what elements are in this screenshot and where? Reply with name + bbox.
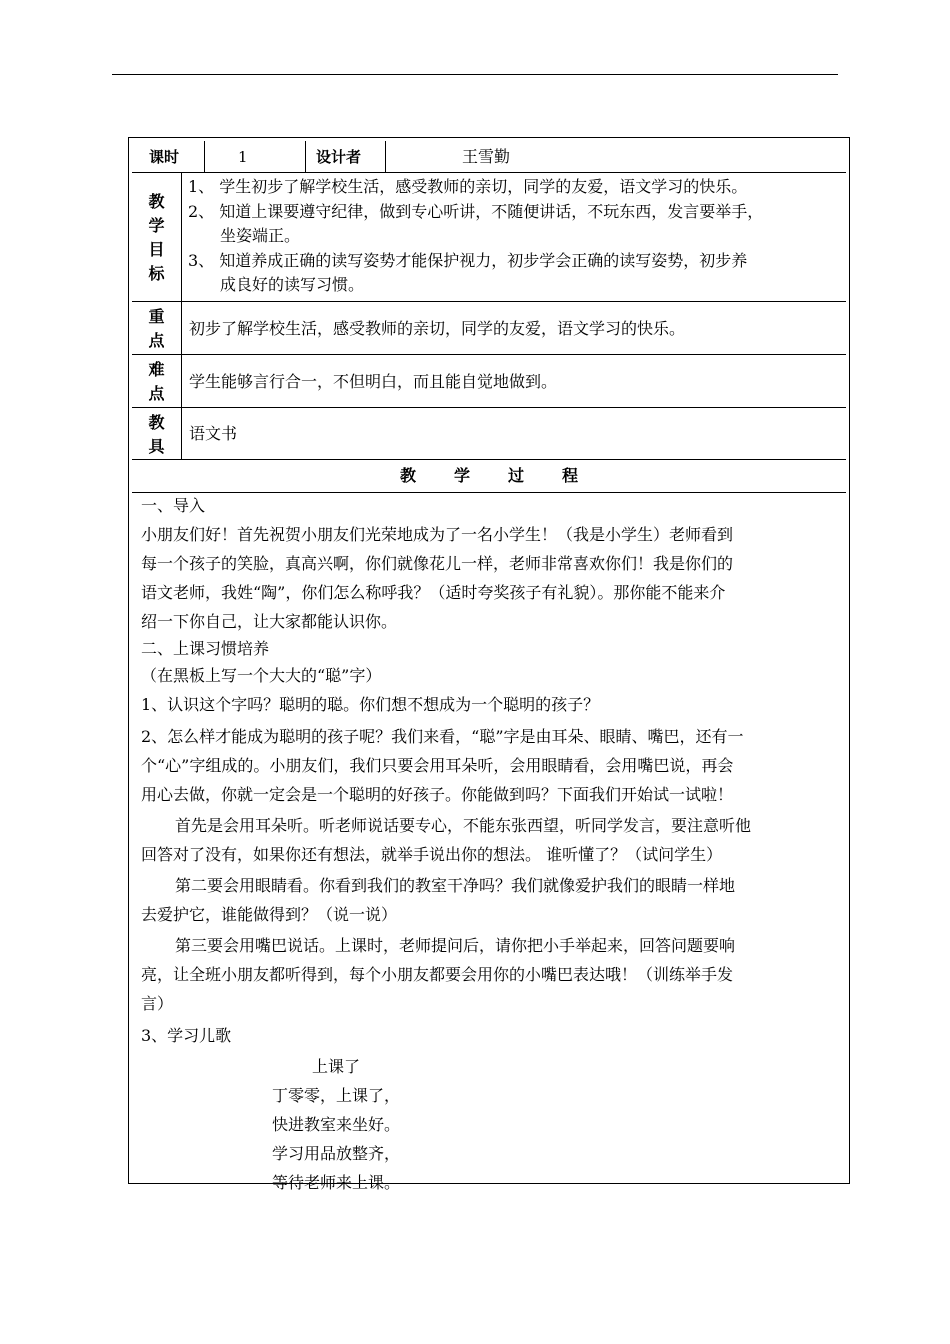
lesson-plan-table: [128, 137, 850, 1192]
key-points-label-char: 重: [148, 307, 165, 326]
paragraph-line: 用心去做，你就一定会是一个聪明的好孩子。你能做到吗？下面我们开始试一试啦！: [141, 785, 734, 804]
tools-label-char: 具: [148, 437, 165, 456]
poem-line: 等待老师来上课。: [272, 1173, 401, 1192]
paragraph-line: 绍一下你自己，让大家都能认识你。: [141, 612, 398, 631]
difficulties-row: [132, 355, 846, 408]
paragraph-line: 个“心”字组成的。小朋友们，我们只要会用耳朵听，会用眼睛看，会用嘴巴说，再会: [141, 756, 734, 775]
goals-label-char: 学: [148, 216, 165, 235]
tools-text: 语文书: [189, 424, 238, 443]
designer-label-cell: [306, 141, 386, 172]
difficulties-label-cell: [132, 355, 182, 407]
designer-name: 王雪勤: [462, 147, 511, 166]
paragraph-line: 每一个孩子的笑脸，真高兴啊，你们就像花儿一样，老师非常喜欢你们！我是你们的: [141, 554, 734, 573]
process-title-char: 过: [508, 466, 525, 485]
goal-item: 3、 知道养成正确的读写姿势才能保护视力，初步学会正确的读写姿势，初步养: [188, 251, 748, 270]
poem-line: 快进教室来坐好。: [272, 1115, 401, 1134]
section-heading: 3、学习儿歌: [141, 1026, 232, 1045]
paragraph-line: 小朋友们好！首先祝贺小朋友们光荣地成为了一名小学生！（我是小学生）老师看到: [141, 525, 734, 544]
key-points-content-cell: [182, 302, 846, 354]
difficulties-label-char: 难: [148, 360, 165, 379]
goals-label-char: 标: [148, 264, 165, 283]
poem-title: 上课了: [312, 1057, 361, 1076]
goal-item-continued: 成良好的读写习惯。: [220, 275, 365, 294]
section-heading: 二、上课习惯培养: [141, 639, 270, 658]
tools-label-cell: [132, 408, 182, 459]
difficulties-label-char: 点: [148, 384, 165, 403]
paragraph-line: 第二要会用眼睛看。你看到我们的教室干净吗？我们就像爱护我们的眼睛一样地: [175, 876, 736, 895]
key-points-label-char: 点: [148, 331, 165, 350]
goal-item: 1、 学生初步了解学校生活，感受教师的亲切，同学的友爱，语文学习的快乐。: [188, 177, 748, 196]
process-title-char: 教: [399, 466, 416, 485]
paragraph-line: 2、怎么样才能成为聪明的孩子呢？我们来看，“聪”字是由耳朵、眼睛、嘴巴，还有一: [141, 727, 744, 746]
tools-label-char: 教: [148, 413, 165, 432]
period-label: 课时: [149, 148, 180, 166]
difficulties-text: 学生能够言行合一，不但明白，而且能自觉地做到。: [189, 372, 558, 391]
period-label-cell: [132, 141, 205, 172]
process-title-row: [132, 460, 846, 493]
period-value: 1: [238, 148, 248, 166]
key-points-row: [132, 302, 846, 355]
poem-line: 学习用品放整齐，: [272, 1144, 401, 1163]
key-points-text: 初步了解学校生活，感受教师的亲切，同学的友爱，语文学习的快乐。: [189, 319, 686, 338]
goals-label-char: 教: [148, 192, 165, 211]
paragraph-line: 1、认识这个字吗？聪明的聪。你们想不想成为一个聪明的孩子？: [141, 695, 600, 714]
process-title-char: 学: [453, 466, 470, 485]
poem-line: 丁零零，上课了，: [272, 1086, 401, 1105]
paragraph-line: 首先是会用耳朵听。听老师说话要专心，不能东张西望，听同学发言，要注意听他: [175, 816, 752, 835]
designer-label: 设计者: [316, 148, 362, 166]
paragraph-line: 第三要会用嘴巴说话。上课时，老师提问后，请你把小手举起来，回答问题要响: [175, 936, 736, 955]
paragraph-line: 语文老师，我姓“陶”，你们怎么称呼我？（适时夸奖孩子有礼貌）。那你能不能来介: [141, 583, 726, 602]
top-rule: [112, 74, 838, 75]
goals-content-cell: [182, 173, 846, 301]
paragraph-line: 去爱护它，谁能做得到？（说一说）: [141, 905, 398, 924]
process-body: [132, 493, 846, 1192]
period-value-cell: [205, 141, 306, 172]
goals-label-cell: [132, 173, 182, 301]
section-heading: 一、导入: [141, 496, 206, 515]
goals-row: [132, 173, 846, 302]
header-row: [132, 141, 846, 173]
tools-row: [132, 408, 846, 460]
paragraph-line: 亮，让全班小朋友都听得到，每个小朋友都要会用你的小嘴巴表达哦！（训练举手发: [141, 965, 734, 984]
goal-item-continued: 坐姿端正。: [220, 226, 301, 245]
process-title-char: 程: [562, 466, 579, 485]
key-points-label-cell: [132, 302, 182, 354]
tools-content-cell: [182, 408, 846, 459]
goals-label-char: 目: [148, 240, 165, 259]
paragraph-line: 言）: [141, 994, 174, 1013]
goal-item: 2、 知道上课要遵守纪律，做到专心听讲，不随便讲话，不玩东西，发言要举手，: [188, 202, 764, 221]
designer-value-cell: [386, 141, 846, 172]
difficulties-content-cell: [182, 355, 846, 407]
paragraph-line: （在黑板上写一个大大的“聪”字）: [141, 666, 382, 685]
paragraph-line: 回答对了没有，如果你还有想法，就举手说出你的想法。 谁听懂了？（试问学生）: [141, 845, 723, 864]
process-title: [132, 466, 846, 486]
